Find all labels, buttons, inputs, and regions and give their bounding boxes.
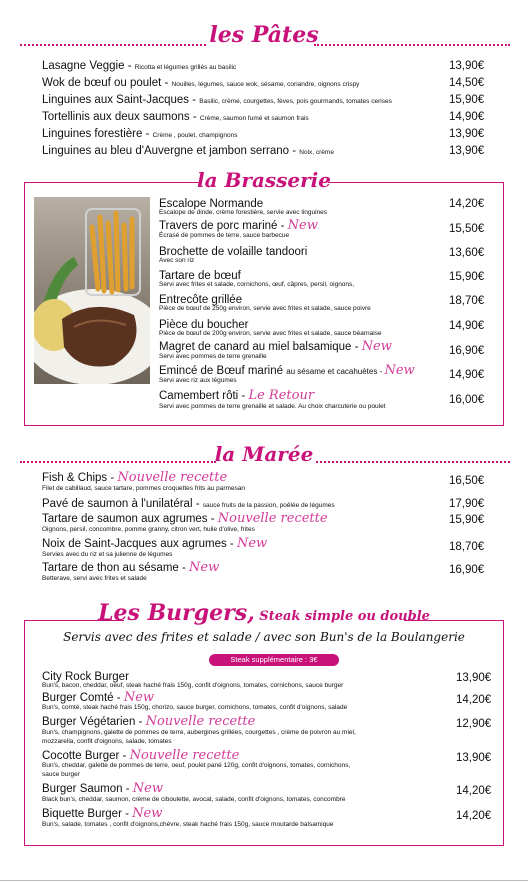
- item-description: Servi avec riz aux légumes: [159, 377, 237, 384]
- item-price: 14,20€: [449, 198, 485, 210]
- item-description: Servies avec du riz et sa julienne de légumes: [42, 551, 173, 558]
- new-tag: New: [132, 806, 163, 821]
- item-price: 12,90€: [456, 718, 492, 730]
- list-item: Burger Saumon - New: [42, 781, 163, 796]
- item-description: Pièce de bœuf de 200g environ, servie avec frites et salade, sauce béarnaise: [159, 330, 382, 337]
- item-price: 17,90€: [449, 498, 485, 510]
- pates-title: les Pâtes: [209, 22, 319, 48]
- brasserie-title-text: la Brasserie: [196, 168, 332, 192]
- item-description: Servi avec pommes de terre grenaille et salade. Au choix charcuterie ou poulet: [159, 403, 386, 410]
- item-description: Avec son riz: [159, 257, 195, 264]
- list-item: Emincé de Bœuf mariné au sésame et cacahuètes - New: [159, 363, 415, 378]
- item-description: Oignons, persil, concombre, pomme granny, citron vert, huile d'olive, frites: [42, 526, 255, 533]
- list-item: Escalope Normande: [159, 198, 264, 210]
- item-description: Escalope de dinde, crème forestière, servie avec linguines: [159, 209, 328, 216]
- item-price: 14,20€: [456, 785, 492, 797]
- item-price: 15,90€: [449, 271, 485, 283]
- nouvelle-recette-tag: Nouvelle recette: [217, 511, 328, 526]
- nouvelle-recette-tag: Nouvelle recette: [117, 470, 228, 485]
- list-item: Cocotte Burger - Nouvelle recette: [42, 748, 240, 763]
- maree-divider-right: [316, 461, 510, 463]
- new-tag: New: [384, 363, 415, 378]
- item-description: Bun's, salade, tomates , confit d'oignons,chèvre, steak haché frais 150g, sauce moutarde balsamique: [42, 821, 334, 828]
- item-description: Servi avec frites et salade, cornichons, œuf, câpres, persil, oignons,: [159, 281, 355, 288]
- new-tag: New: [189, 560, 220, 575]
- item-price: 16,00€: [449, 394, 485, 406]
- list-item: Camembert rôti - Le Retour: [159, 388, 315, 403]
- item-price: 13,90€: [449, 128, 485, 140]
- list-item: Tartare de saumon aux agrumes - Nouvelle recette: [42, 511, 328, 526]
- item-description: Black bun's, cheddar, saumon, crème de ciboulette, avocat, salade, confit d'oignons, tomates, concombre: [42, 796, 346, 803]
- item-price: 15,90€: [449, 94, 485, 106]
- new-tag: New: [132, 781, 163, 796]
- item-price: 15,90€: [449, 514, 485, 526]
- item-description-line2: mozzarella, confit d'oignons, salade, tomates: [42, 738, 172, 745]
- item-price: 18,70€: [449, 541, 485, 553]
- list-item: Burger Végétarien - Nouvelle recette: [42, 714, 256, 729]
- item-price: 14,20€: [456, 810, 492, 822]
- burgers-title: Les Burgers, Steak simple ou double: [98, 600, 430, 626]
- list-item: Pavé de saumon à l'unilatéral - sauce fruits de la passion, poêlée de légumes: [42, 498, 335, 510]
- item-price: 16,90€: [449, 564, 485, 576]
- item-price: 14,20€: [456, 694, 492, 706]
- list-item: Tortellinis aux deux saumons - Crème, saumon fumé et saumon frais: [42, 111, 309, 123]
- list-item: Noix de Saint-Jacques aux agrumes - New: [42, 536, 268, 551]
- item-price: 16,90€: [449, 345, 485, 357]
- item-description: Écrasé de pommes de terre, sauce barbecue: [159, 232, 290, 239]
- list-item: Biquette Burger - New: [42, 806, 163, 821]
- list-item: Linguines forestière - Crème , poulet, champignons: [42, 128, 238, 140]
- maree-title: la Marée: [214, 442, 314, 466]
- list-item: Tartare de bœuf: [159, 270, 241, 282]
- item-price: 13,90€: [456, 752, 492, 764]
- item-description: Bun's, cheddar, galette de pommes de terre, oeuf, poulet pané 120g, confit d'oignons, tomates, cornichons,: [42, 762, 351, 769]
- pates-divider-right: [314, 44, 510, 46]
- item-price: 16,50€: [449, 475, 485, 487]
- list-item: Fish & Chips - Nouvelle recette: [42, 470, 228, 485]
- dish-photo: [34, 197, 150, 384]
- item-price: 13,90€: [456, 672, 492, 684]
- item-price: 13,60€: [449, 247, 485, 259]
- list-item: Burger Comté - New: [42, 690, 155, 705]
- list-item: Magret de canard au miel balsamique - New: [159, 339, 392, 354]
- list-item: Lasagne Veggie - Ricotta et légumes grillés au basilic: [42, 60, 237, 72]
- item-price: 13,90€: [449, 145, 485, 157]
- item-description: Filet de cabillaud, sauce tartare, pommes croquettes frits au parmesan: [42, 485, 246, 492]
- item-price: 13,90€: [449, 60, 485, 72]
- list-item: Linguines au bleu d'Auvergne et jambon serrano - Noix, crème: [42, 145, 334, 157]
- list-item: Tartare de thon au sésame - New: [42, 560, 220, 575]
- retour-tag: Le Retour: [248, 388, 315, 403]
- fries-steak-image: [34, 197, 150, 384]
- list-item: Linguines aux Saint-Jacques - Basilic, crème, courgettes, fèves, pois gourmands, tomates cerises: [42, 94, 392, 106]
- nouvelle-recette-tag: Nouvelle recette: [129, 748, 240, 763]
- list-item: Pièce du boucher: [159, 319, 249, 331]
- list-item: Wok de bœuf ou poulet - Nouilles, légumes, sauce wok, sésame, coriandre, oignons crispy: [42, 77, 360, 89]
- list-item: Travers de porc mariné - New: [159, 218, 318, 233]
- new-tag: New: [287, 218, 318, 233]
- new-tag: New: [123, 690, 155, 705]
- new-tag: New: [361, 339, 392, 354]
- list-item: City Rock Burger: [42, 671, 129, 683]
- item-price: 14,90€: [449, 369, 485, 381]
- item-description-line2: sauce burger: [42, 771, 80, 778]
- list-item: Brochette de volaille tandoori: [159, 246, 308, 258]
- list-item: Entrecôte grillée: [159, 294, 243, 306]
- item-description: Servi avec pommes de terre grenaille: [159, 353, 267, 360]
- item-description: Bun's, champignons, galette de pommes de terre, aubergines grillées, courgettes , crème de poivron au miel,: [42, 729, 356, 736]
- bottom-divider: [0, 880, 528, 881]
- nouvelle-recette-tag: Nouvelle recette: [145, 714, 256, 729]
- item-description: Betterave, servi avec frites et salade: [42, 575, 147, 582]
- item-description: Pièce de bœuf de 250g environ, servie avec frites et salade, sauce poivre: [159, 305, 371, 312]
- extra-steak-badge: Steak supplémentaire : 3€: [209, 654, 339, 666]
- item-price: 14,90€: [449, 111, 485, 123]
- new-tag: New: [236, 536, 268, 551]
- item-price: 15,50€: [449, 223, 485, 235]
- item-description: Bun's, comté, steak haché frais 150g, chorizo, sauce burger, cornichons, tomates, confit d'oignons, salade: [42, 704, 348, 711]
- burgers-tagline: Servis avec des frites et salade / avec son Bun's de la Boulangerie: [63, 630, 465, 644]
- item-price: 14,90€: [449, 320, 485, 332]
- item-price: 14,50€: [449, 77, 485, 89]
- item-price: 18,70€: [449, 295, 485, 307]
- item-description: Bun's, bacon, cheddar, oeuf, steak haché frais 150g, confit d'oignons, tomates, cornichons, sauce burger: [42, 682, 344, 689]
